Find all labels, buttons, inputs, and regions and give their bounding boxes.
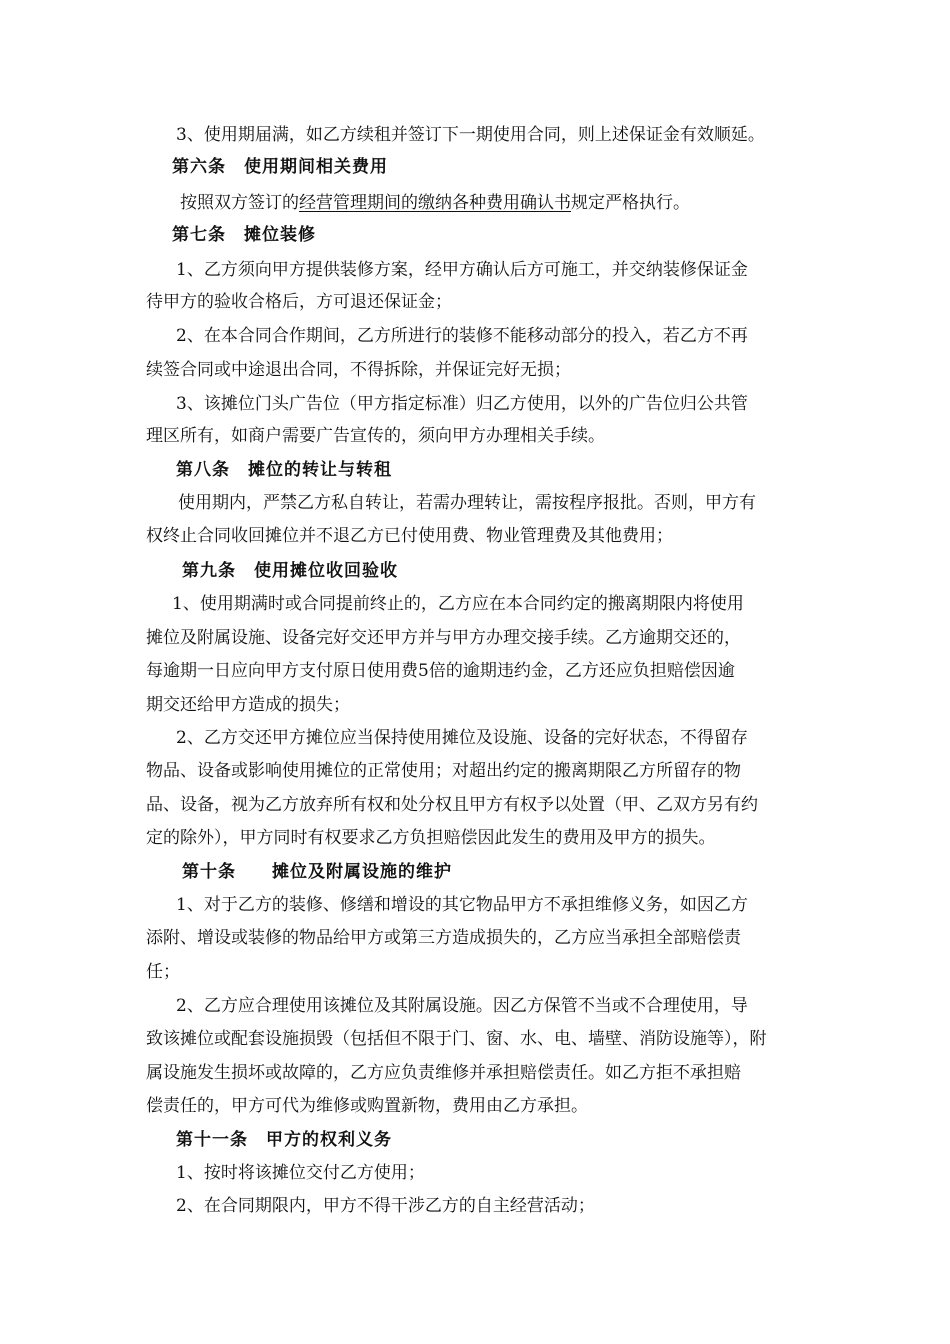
article-9-item-2-line-2: 物品、设备或影响使用摊位的正常使用；对超出约定的搬离期限乙方所留存的物: [146, 761, 741, 781]
article-9-item-1-line-3: 每逾期一日应向甲方支付原日使用费5倍的逾期违约金，乙方还应负担赔偿因逾: [146, 661, 735, 681]
article-10-item-2-line-4: 偿责任的，甲方可代为维修或购置新物，费用由乙方承担。: [146, 1096, 588, 1116]
fee-confirmation-reference: 经营管理期间的缴纳各种费用确认书: [299, 193, 571, 213]
article-9-item-2-line-1: 2、乙方交还甲方摊位应当保持使用摊位及设施、设备的完好状态，不得留存: [176, 728, 748, 748]
article-7-heading: 第七条 摊位装修: [172, 225, 316, 245]
article-7-item-1-line-1: 1、乙方须向甲方提供装修方案，经甲方确认后方可施工，并交纳装修保证金: [176, 260, 748, 280]
article-11-item-2: 2、在合同期限内，甲方不得干涉乙方的自主经营活动；: [176, 1196, 595, 1216]
article-6-heading: 第六条 使用期间相关费用: [172, 157, 388, 177]
article-9-item-1-line-1: 1、使用期满时或合同提前终止的，乙方应在本合同约定的搬离期限内将使用: [172, 594, 744, 614]
article-7-item-3-line-1: 3、该摊位门头广告位（甲方指定标准）归乙方使用，以外的广告位归公共管: [176, 394, 748, 414]
article-10-item-2-line-1: 2、乙方应合理使用该摊位及其附属设施。因乙方保管不当或不合理使用，导: [176, 996, 748, 1016]
article-7-item-2-line-1: 2、在本合同合作期间，乙方所进行的装修不能移动部分的投入，若乙方不再: [176, 326, 748, 346]
clause-5-item-3: 3、使用期届满，如乙方续租并签订下一期使用合同，则上述保证金有效顺延。: [176, 125, 765, 145]
article-9-item-2-line-3: 品、设备，视为乙方放弃所有权和处分权且甲方有权予以处置（甲、乙双方另有约: [146, 795, 758, 815]
article-8-heading: 第八条 摊位的转让与转租: [176, 460, 392, 480]
article-6-body: [180, 192, 800, 214]
article-6-body-suffix: 规定严格执行。: [571, 193, 690, 213]
article-9-heading: 第九条 使用摊位收回验收: [182, 561, 398, 581]
article-10-item-2-line-2: 致该摊位或配套设施损毁（包括但不限于门、窗、水、电、墙壁、消防设施等），附: [146, 1029, 767, 1049]
article-11-heading: 第十一条 甲方的权利义务: [176, 1130, 392, 1150]
article-8-body-line-2: 权终止合同收回摊位并不退乙方已付使用费、物业管理费及其他费用；: [146, 526, 673, 546]
article-10-item-1-line-3: 任；: [146, 962, 180, 982]
article-9-item-1-line-2: 摊位及附属设施、设备完好交还甲方并与甲方办理交接手续。乙方逾期交还的，: [146, 628, 741, 648]
article-10-item-2-line-3: 属设施发生损坏或故障的，乙方应负责维修并承担赔偿责任。如乙方拒不承担赔: [146, 1063, 741, 1083]
article-9-item-2-line-4: 定的除外），甲方同时有权要求乙方负担赔偿因此发生的费用及甲方的损失。: [146, 828, 716, 848]
article-9-item-1-line-4: 期交还给甲方造成的损失；: [146, 695, 350, 715]
article-8-body-line-1: 使用期内，严禁乙方私自转让，若需办理转让，需按程序报批。否则，甲方有: [178, 493, 756, 513]
article-10-item-1-line-1: 1、对于乙方的装修、修缮和增设的其它物品甲方不承担维修义务，如因乙方: [176, 895, 748, 915]
article-7-item-3-line-2: 理区所有，如商户需要广告宣传的，须向甲方办理相关手续。: [146, 426, 605, 446]
article-10-heading: 第十条 摊位及附属设施的维护: [182, 862, 452, 882]
article-10-item-1-line-2: 添附、增设或装修的物品给甲方或第三方造成损失的，乙方应当承担全部赔偿责: [146, 928, 741, 948]
article-6-body-prefix: 按照双方签订的: [180, 193, 299, 213]
article-11-item-1: 1、按时将该摊位交付乙方使用；: [176, 1163, 425, 1183]
article-7-item-1-line-2: 待甲方的验收合格后，方可退还保证金；: [146, 292, 452, 312]
article-7-item-2-line-2: 续签合同或中途退出合同，不得拆除，并保证完好无损；: [146, 360, 571, 380]
